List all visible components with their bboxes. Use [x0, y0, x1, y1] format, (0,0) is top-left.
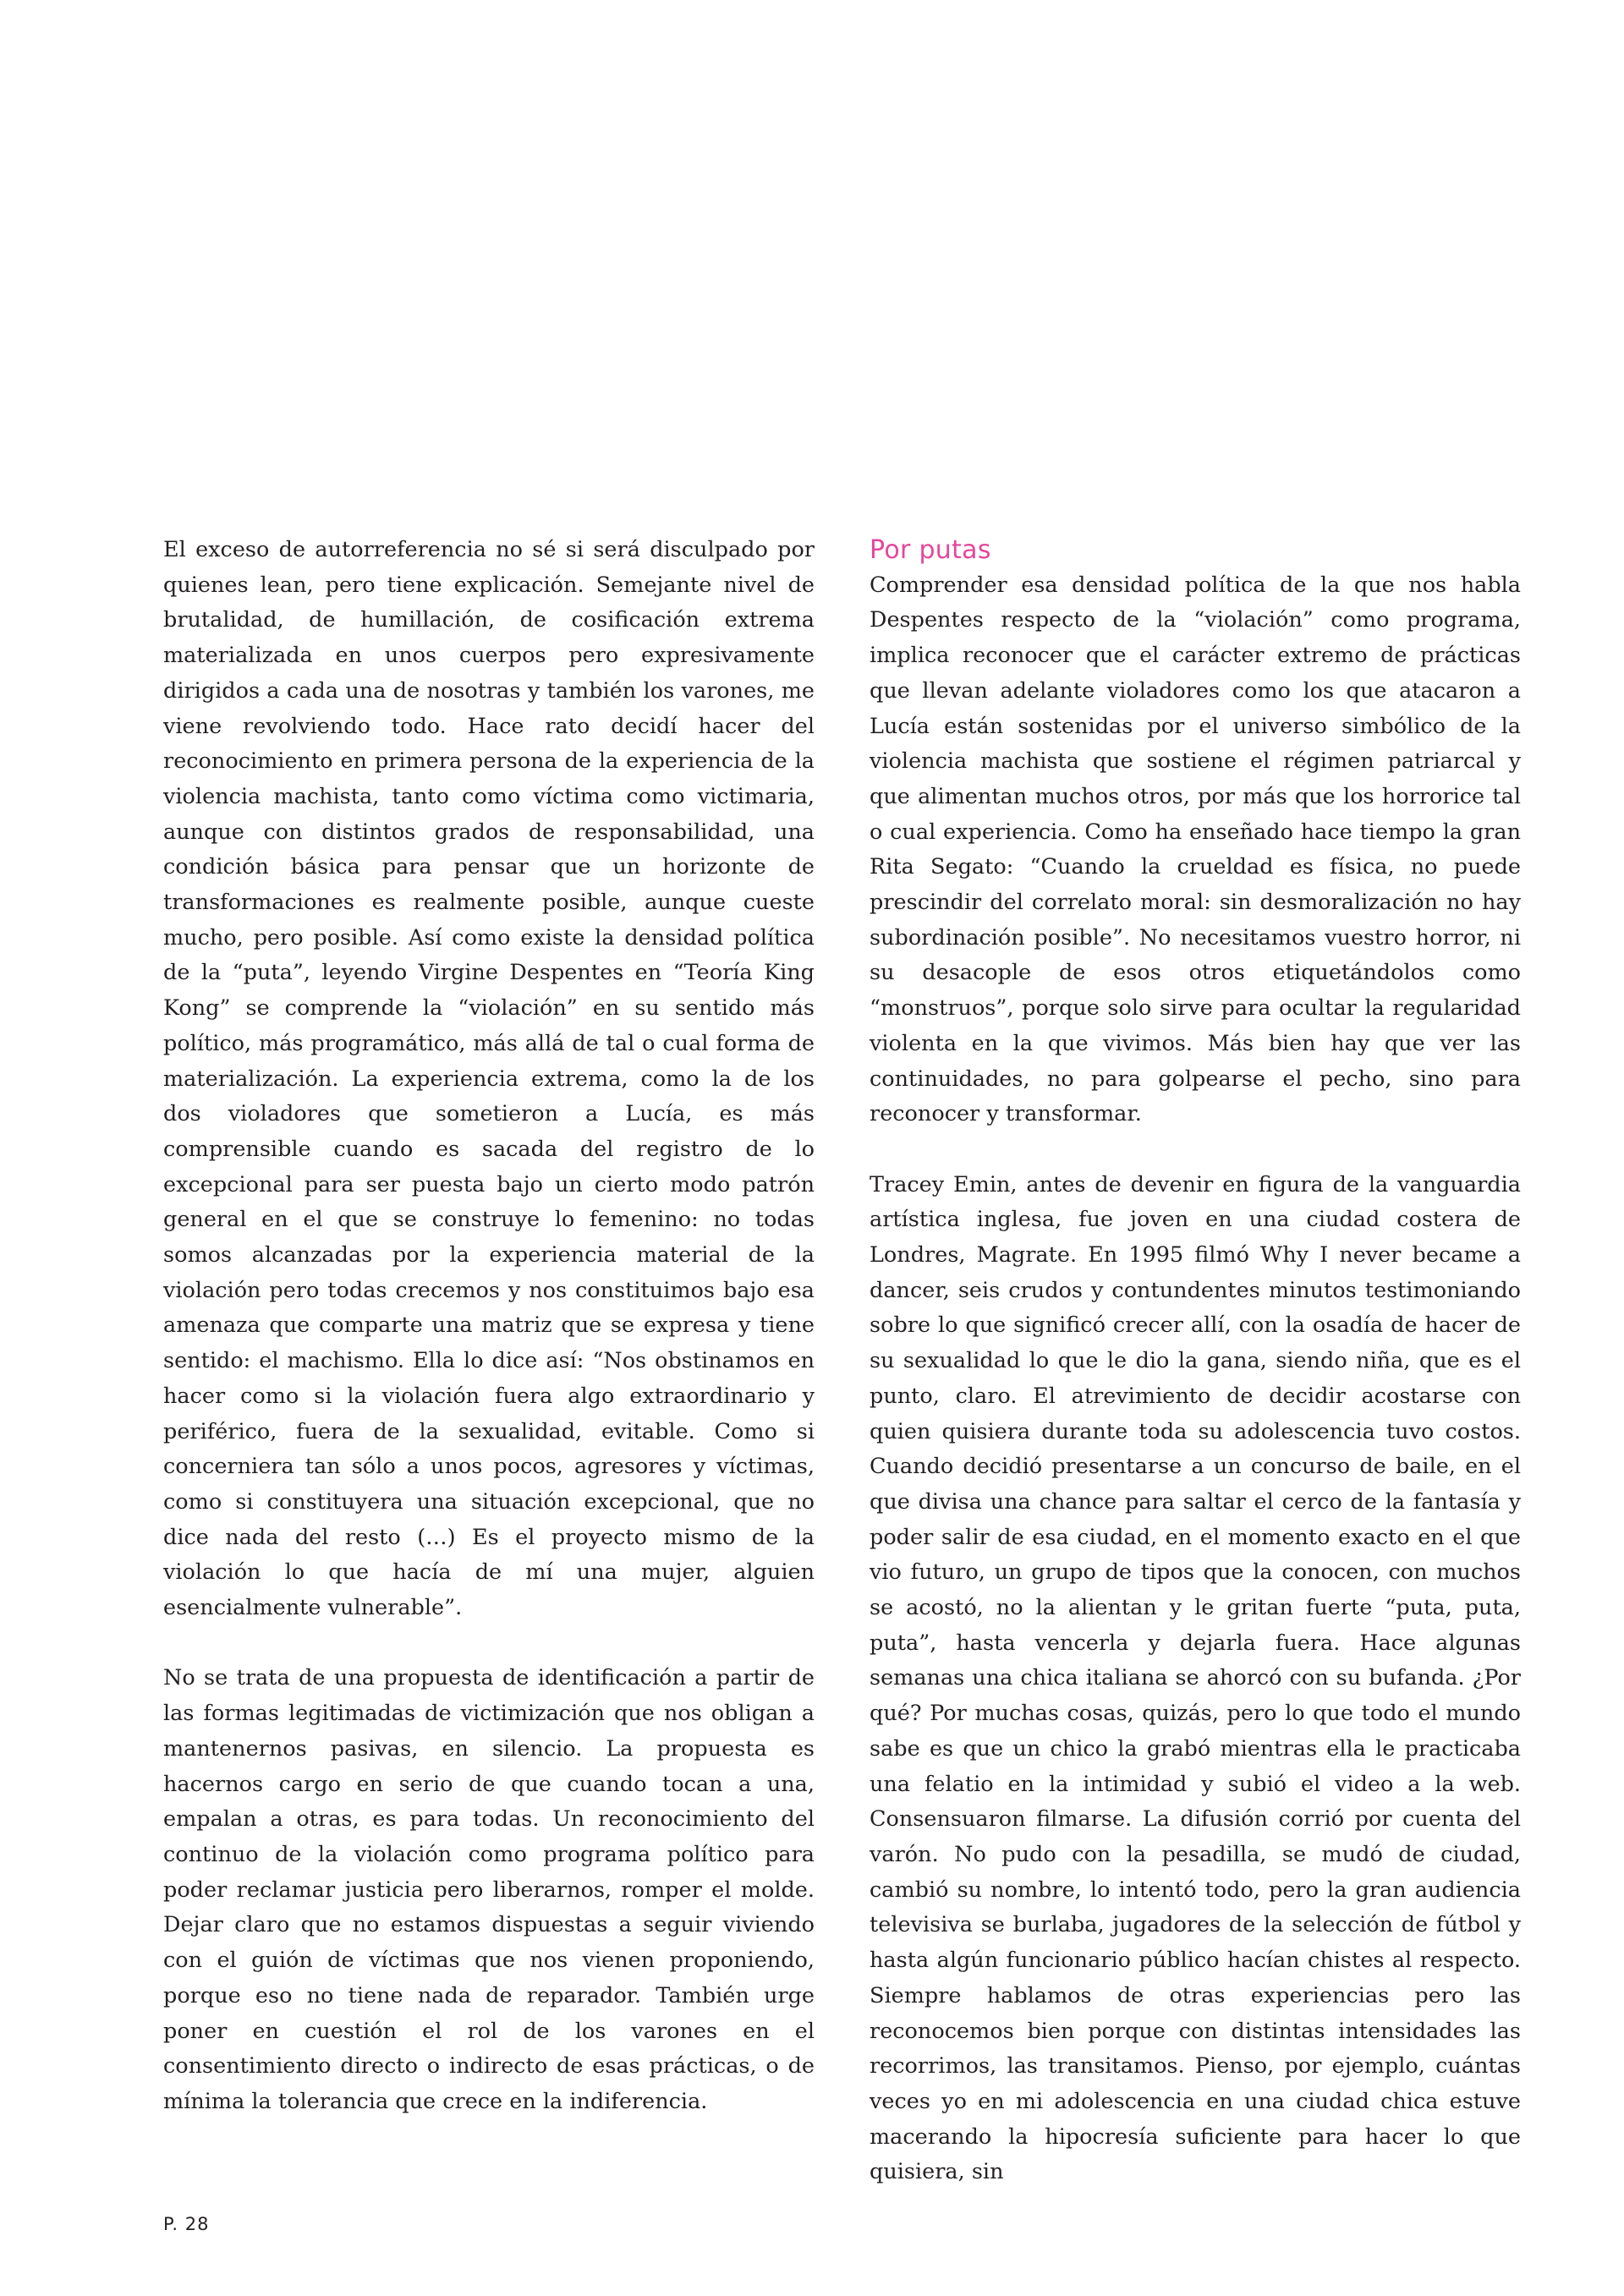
section-heading: Por putas [870, 535, 991, 565]
left-column [163, 533, 815, 2120]
page-number: P. 28 [163, 2214, 210, 2234]
right-column [870, 533, 1521, 2190]
body-paragraph: Tracey Emin, antes de devenir en figura de la vanguardia artística inglesa, fue joven en una ciudad costera de Londres, Magrate. En 1995 filmó Why I never became a dancer, seis crudos y contundentes minutos testimoniando sobre lo que significó crecer allí, con la osadía de hacer de su sexualidad lo que le dio la gana, siendo niña, que es el punto, claro. El atrevimiento de decidir acostarse con quien quisiera durante toda su adolescencia tuvo costos. Cuando decidió presentarse a un concurso de baile, en el que divisa una chance para saltar el cerco de la fantasía y poder salir de esa ciudad, en el momento exacto en el que vio futuro, un grupo de tipos que la conocen, con muchos se acostó, no la alientan y le gritan fuerte “puta, puta, puta”, hasta vencerla y dejarla fuera. Hace algunas semanas una chica italiana se ahorcó con su bufanda. ¿Por qué? Por muchas cosas, quizás, pero lo que todo el mundo sabe es que un chico la grabó mientras ella le practicaba una felatio en la intimidad y subió el video a la web. Consensuaron filmarse. La difusión corrió por cuenta del varón. No pudo con la pesadilla, se mudó de ciudad, cambió su nombre, lo intentó todo, pero la gran audiencia televisiva se burlaba, jugadores de la selección de fútbol y hasta algún funcionario público hacían chistes al respecto. Siempre hablamos de otras experiencias pero las reconocemos bien porque con distintas intensidades las recorrimos, las transitamos. Pienso, por ejemplo, cuántas veces yo en mi adolescencia en una ciudad chica estuve macerando la hipocresía suficiente para hacer lo que quisiera, sin [870, 1171, 1521, 2185]
body-paragraph: Comprender esa densidad política de la que nos habla Despentes respecto de la “violación” como programa, implica reconocer que el carácter extremo de prácticas que llevan adelante violadores como los que atacaron a Lucía están sostenidas por el universo simbólico de la violencia machista que sostiene el régimen patriarcal y que alimentan muchos otros, por más que los horrorice tal o cual experiencia. Como ha enseñado hace tiempo la gran Rita Segato: “Cuando la crueldad es física, no puede prescindir del correlato moral: sin desmoralización no hay subordinación posible”. No necesitamos vuestro horror, ni su desacople de esos otros etiquetándolos como “monstruos”, porque solo sirve para ocultar la regularidad violenta en la que vivimos. Más bien hay que ver las continuidades, no para golpearse el pecho, sino para reconocer y transformar. [870, 572, 1521, 1127]
body-paragraph: No se trata de una propuesta de identificación a partir de las formas legitimadas de victimización que nos obligan a mantenernos pasivas, en silencio. La propuesta es hacernos cargo en serio de que cuando tocan a una, empalan a otras, es para todas. Un reconocimiento del continuo de la violación como programa político para poder reclamar justicia pero liberarnos, romper el molde. Dejar claro que no estamos dispuestas a seguir viviendo con el guión de víctimas que nos vienen proponiendo, porque eso no tiene nada de reparador. También urge poner en cuestión el rol de los varones en el consentimiento directo o indirecto de esas prácticas, o de mínima la tolerancia que crece en la indiferencia. [163, 1665, 815, 2114]
body-paragraph: El exceso de autorreferencia no sé si será disculpado por quienes lean, pero tiene explicación. Semejante nivel de brutalidad, de humillación, de cosificación extrema materializada en unos cuerpos pero expresivamente dirigidos a cada una de nosotras y también los varones, me viene revolviendo todo. Hace rato decidí hacer del reconocimiento en primera persona de la experiencia de la violencia machista, tanto como víctima como victimaria, aunque con distintos grados de responsabilidad, una condición básica para pensar que un horizonte de transformaciones es realmente posible, aunque cueste mucho, pero posible. Así como existe la densidad política de la “puta”, leyendo Virgine Despentes en “Teoría King Kong” se comprende la “violación” en su sentido más político, más programático, más allá de tal o cual forma de materialización. La experiencia extrema, como la de los dos violadores que sometieron a Lucía, es más comprensible cuando es sacada del registro de lo excepcional para ser puesta bajo un cierto modo patrón general en el que se construye lo femenino: no todas somos alcanzadas por la experiencia material de la violación pero todas crecemos y nos constituimos bajo esa amenaza que comparte una matriz que se expresa y tiene sentido: el machismo. Ella lo dice así: “Nos obstinamos en hacer como si la violación fuera algo extraordinario y periférico, fuera de la sexualidad, evitable. Como si concerniera tan sólo a unos pocos, agresores y víctimas, como si constituyera una situación excepcional, que no dice nada del resto (…) Es el proyecto mismo de la violación lo que hacía de mí una mujer, alguien esencialmente vulnerable”. [163, 537, 815, 1621]
